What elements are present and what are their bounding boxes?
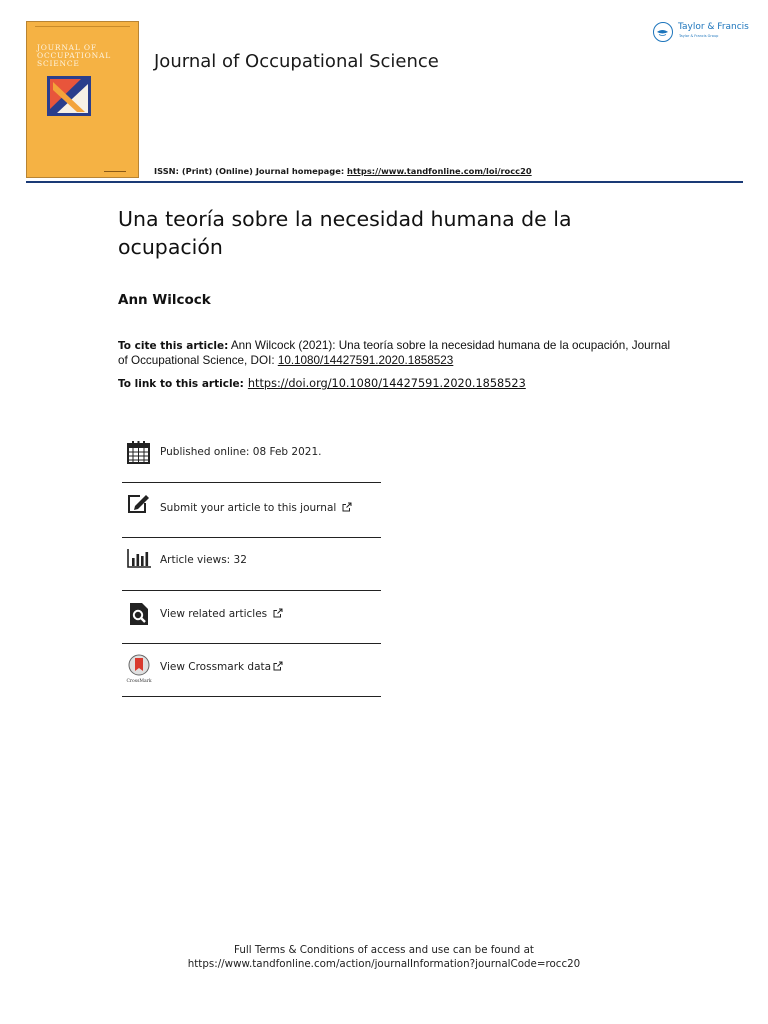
views-row xyxy=(122,538,381,591)
footer xyxy=(0,943,768,971)
article-views: Article views: 32 xyxy=(160,554,247,566)
external-link-icon xyxy=(342,502,352,512)
publisher-group: Taylor & Francis Group xyxy=(679,34,719,38)
submit-article-link[interactable] xyxy=(160,502,352,514)
submit-article-label: Submit your article to this journal xyxy=(160,502,337,514)
cover-top-rule xyxy=(35,26,130,30)
submit-row[interactable] xyxy=(122,483,381,538)
published-date: Published online: 08 Feb 2021. xyxy=(160,446,322,458)
related-row[interactable] xyxy=(122,591,381,644)
journal-homepage-link[interactable]: https://www.tandfonline.com/loi/rocc20 xyxy=(347,166,532,176)
external-link-icon xyxy=(273,608,283,618)
calendar-icon xyxy=(126,440,152,466)
published-row xyxy=(122,430,381,483)
cite-text: Ann Wilcock (2021): Una teoría sobre la necesidad humana de la ocupación, Journal of Occupational Science, DOI: xyxy=(118,339,671,367)
link-label: To link to this article: xyxy=(118,378,244,390)
issn-line xyxy=(154,166,532,176)
related-articles-label: View related articles xyxy=(160,608,268,620)
crossmark-link[interactable] xyxy=(160,661,283,673)
cite-label: To cite this article: xyxy=(118,340,229,352)
footer-terms-url[interactable]: https://www.tandfonline.com/action/journalInformation?journalCode=rocc20 xyxy=(187,958,581,970)
related-articles-link[interactable] xyxy=(160,608,283,620)
crossmark-label: View Crossmark data xyxy=(160,661,272,673)
edit-icon xyxy=(126,491,152,517)
header-rule xyxy=(26,181,743,183)
article-title: Una teoría sobre la necesidad humana de la ocupación xyxy=(118,207,572,259)
cover-title: JOURNAL OF OCCUPATIONAL SCIENCE xyxy=(37,43,111,68)
issn-text: ISSN: (Print) (Online) Journal homepage: xyxy=(154,166,348,176)
cover-publisher-logo xyxy=(104,165,126,172)
article-link-line xyxy=(118,377,526,390)
journal-title: Journal of Occupational Science xyxy=(154,51,439,72)
article-info-list xyxy=(122,430,381,697)
article-doi-url[interactable]: https://doi.org/10.1080/14427591.2020.1858523 xyxy=(247,377,526,390)
bar-chart-icon xyxy=(126,546,152,572)
crossmark-icon xyxy=(124,653,154,683)
publisher-name: Taylor & Francis xyxy=(678,22,749,32)
crossmark-row[interactable] xyxy=(122,644,381,697)
doi-link[interactable]: 10.1080/14427591.2020.1858523 xyxy=(277,353,454,367)
publisher-logo-icon xyxy=(653,22,673,42)
publisher-logo[interactable] xyxy=(653,20,749,48)
journal-cover xyxy=(26,21,139,178)
crossmark-icon-label: CrossMark xyxy=(126,679,152,683)
footer-terms-text: Full Terms & Conditions of access and use can be found at xyxy=(234,944,534,956)
citation xyxy=(118,339,678,368)
related-articles-icon xyxy=(126,601,152,627)
cover-artwork xyxy=(47,76,91,116)
article-author: Ann Wilcock xyxy=(118,292,211,308)
external-link-icon xyxy=(273,661,283,671)
